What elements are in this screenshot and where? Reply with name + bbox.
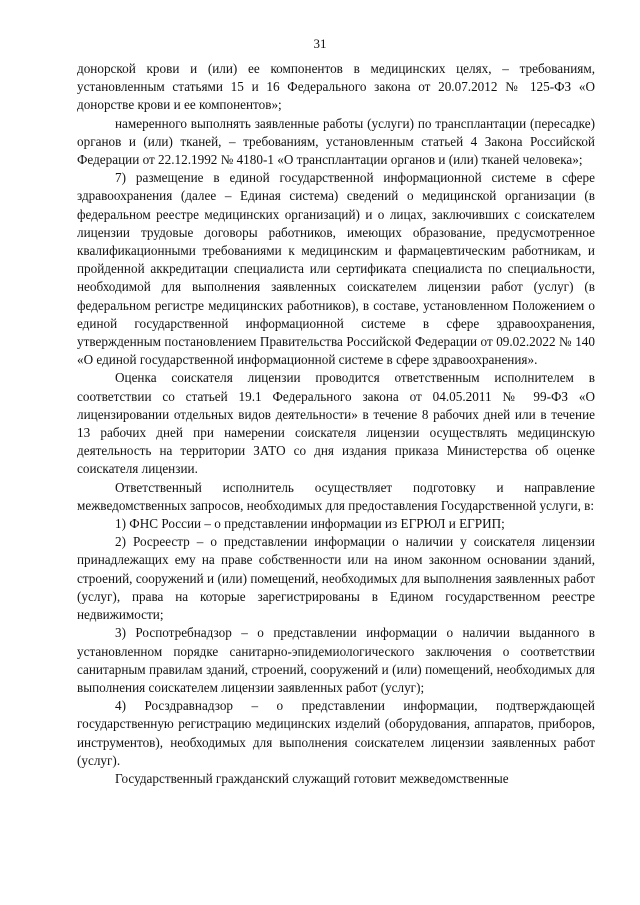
- paragraph: 7) размещение в единой государственной информационной системе в сфере здравоохранения (далее – Единая система) сведений о медицинской организации (в федеральном реестре медицинских организаций) и о лицах, заключивших с соискателем лицензии трудовые договоры работников, имеющих образование, предусмотренное квалификационными требованиями к медицинским и фармацевтическим работникам, и пройденной аккредитации специалиста или сертификата специалиста по специальности, необходимой для выполнения заявленных соискателем лицензии работ (услуг) (в федеральном регистре медицинских работников), в составе, установленном Положением о единой государственной информационной системе в сфере здравоохранения, утвержденным постановлением Правительства Российской Федерации от 09.02.2022 № 140 «О единой государственной информационной системе в сфере здравоохранения».: [77, 170, 595, 368]
- paragraph: Государственный гражданский служащий готовит межведомственные: [115, 770, 509, 786]
- paragraph: донорской крови и (или) ее компонентов в медицинских целях, – требованиям, установленным статьями 15 и 16 Федерального закона от 20.07.2012 № 125-ФЗ «О донорстве крови и ее компонентов»;: [77, 61, 595, 113]
- list-item: 1) ФНС России – о представлении информации из ЕГРЮЛ и ЕГРИП;: [115, 516, 505, 532]
- list-item: 4) Росздравнадзор – о представлении информации, подтверждающей государственную регистрацию медицинских изделий (оборудования, аппаратов, приборов, инструментов), необходимых для выполнения соискателем лицензии заявленных работ (услуг).: [77, 698, 595, 768]
- document-body: [77, 60, 595, 788]
- paragraph: Оценка соискателя лицензии проводится ответственным исполнителем в соответствии со статьей 19.1 Федерального закона от 04.05.2011 № 99-ФЗ «О лицензировании отдельных видов деятельности» в течение 8 рабочих дней или в течение 13 рабочих дней при намерении соискателя лицензии осуществлять медицинскую деятельность на территории ЗАТО со дня издания приказа Министерства об оценке соискателя лицензии.: [77, 370, 595, 477]
- paragraph: Ответственный исполнитель осуществляет подготовку и направление межведомственных запросов, необходимых для предоставления Государственной услуги, в:: [77, 479, 595, 513]
- list-item: 3) Роспотребнадзор – о представлении информации о наличии выданного в установленном порядке санитарно-эпидемиологического заключения о соответствии санитарным правилам зданий, строений, сооружений и (или) помещений, необходимых для выполнения соискателем лицензии заявленных работ (услуг);: [77, 625, 595, 695]
- paragraph: намеренного выполнять заявленные работы (услуги) по трансплантации (пересадке) органов и (или) тканей, – требованиям, установленным статьей 4 Закона Российской Федерации от 22.12.1992 № 4180-1 «О трансплантации органов и (или) тканей человека»;: [77, 115, 595, 168]
- list-item: 2) Росреестр – о представлении информации о наличии у соискателя лицензии принадлежащих ему на праве собственности или на ином законном основании зданий, строений, сооружений и (или) помещений, необходимых для выполнения заявленных работ (услуг), права на которые зарегистрированы в Едином государственном реестре недвижимости;: [77, 534, 595, 623]
- page-number: 31: [313, 36, 327, 51]
